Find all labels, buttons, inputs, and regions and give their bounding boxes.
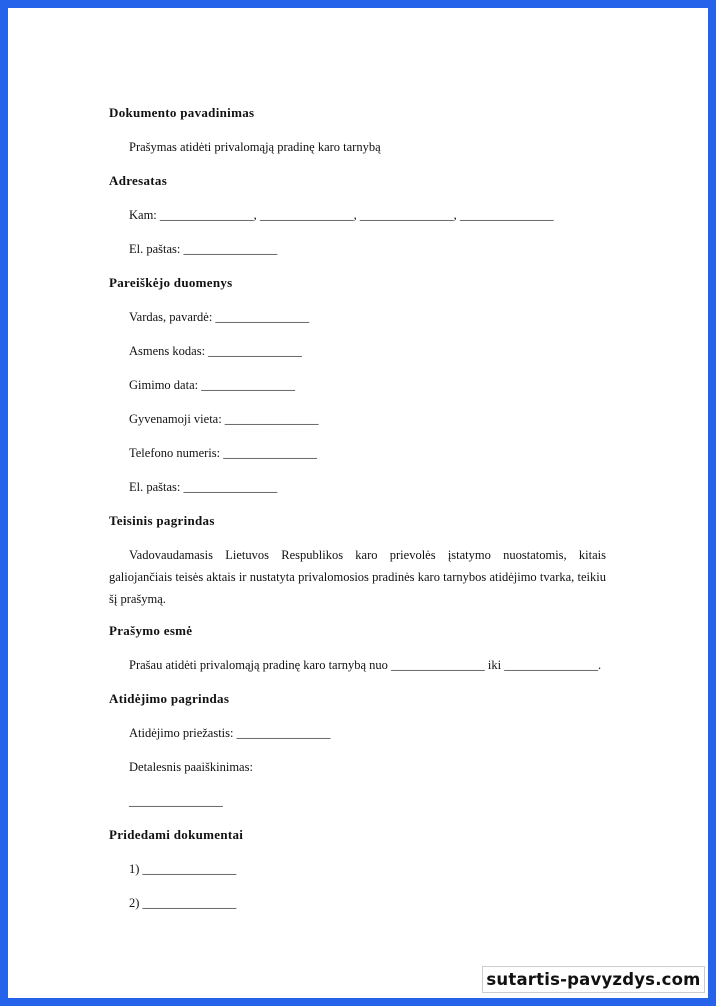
document-title-value: Prašymas atidėti privalomąją pradinę karo tarnybą — [129, 140, 381, 154]
applicant-email-line: El. paštas: _______________ — [129, 480, 278, 494]
section-heading-deferral-basis: Atidėjimo pagrindas — [109, 691, 230, 706]
applicant-name-line: Vardas, pavardė: _______________ — [129, 310, 310, 324]
attachment-item-1: 1) _______________ — [129, 862, 237, 876]
applicant-birth-date-line: Gimimo data: _______________ — [129, 378, 295, 392]
deferral-explanation-blank: _______________ — [129, 794, 223, 808]
section-heading-applicant: Pareiškėjo duomenys — [109, 275, 233, 290]
section-heading-attachments: Pridedami dokumentai — [109, 827, 244, 842]
applicant-personal-code-line: Asmens kodas: _______________ — [129, 344, 302, 358]
document-page — [8, 8, 708, 998]
document-content — [109, 104, 606, 928]
legal-basis-paragraph: Vadovaudamasis Lietuvos Respublikos karo prievolės įstatymo nuostatomis, kitais galiojančiais teisės aktais ir nustatyta privalomosios pradinės karo tarnybos atidėjimo tvarka, teikiu šį prašymą. — [109, 548, 606, 606]
deferral-explanation-label: Detalesnis paaiškinimas: — [129, 760, 253, 774]
addressee-email-line: El. paštas: _______________ — [129, 242, 278, 256]
applicant-residence-line: Gyvenamoji vieta: _______________ — [129, 412, 319, 426]
applicant-phone-line: Telefono numeris: _______________ — [129, 446, 317, 460]
attachment-item-2: 2) _______________ — [129, 896, 237, 910]
deferral-reason-line: Atidėjimo priežastis: _______________ — [129, 726, 331, 740]
section-heading-title: Dokumento pavadinimas — [109, 105, 255, 120]
section-heading-addressee: Adresatas — [109, 173, 168, 188]
section-heading-request: Prašymo esmė — [109, 623, 193, 638]
watermark-badge: sutartis-pavyzdys.com — [482, 966, 705, 993]
addressee-to-line: Kam: _______________, _______________, _______________, _______________ — [129, 208, 554, 222]
section-heading-legal-basis: Teisinis pagrindas — [109, 513, 215, 528]
request-line: Prašau atidėti privalomąją pradinę karo tarnybą nuo _______________ iki _______________. — [129, 658, 602, 672]
